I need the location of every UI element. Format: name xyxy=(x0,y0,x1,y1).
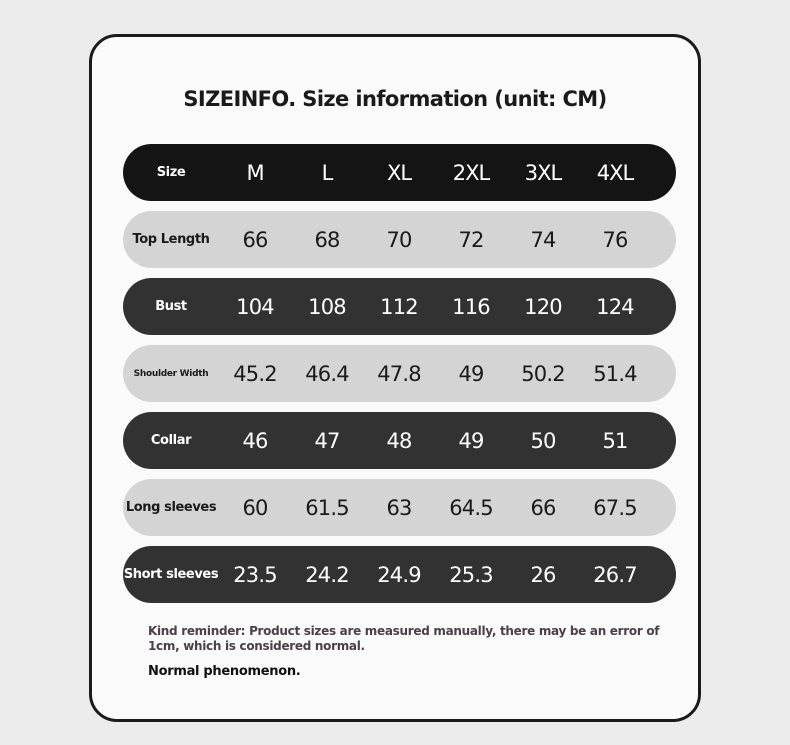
row-label-short-sleeves: Short sleeves xyxy=(123,567,219,582)
table-cell: 50 xyxy=(530,428,556,453)
table-cell: 26.7 xyxy=(593,562,637,587)
table-cell: 47 xyxy=(314,428,340,453)
header-cell-3xl: 3XL xyxy=(524,160,562,185)
size-table xyxy=(123,144,676,613)
table-cell: 49 xyxy=(458,428,484,453)
table-cell: 60 xyxy=(242,495,268,520)
table-cell: 76 xyxy=(602,227,628,252)
row-cells-long-sleeves xyxy=(219,496,676,520)
row-cells-shoulder-width xyxy=(219,362,676,386)
row-label-shoulder-width: Shoulder Width xyxy=(133,368,209,379)
row-cells-short-sleeves xyxy=(219,563,676,587)
table-cell: 49 xyxy=(458,361,484,386)
table-cell: 46 xyxy=(242,428,268,453)
table-cell: 24.9 xyxy=(377,562,421,587)
header-cells xyxy=(219,161,676,185)
table-cell: 51 xyxy=(602,428,628,453)
table-cell: 48 xyxy=(386,428,412,453)
header-cell-xl: XL xyxy=(386,160,412,185)
table-cell: 116 xyxy=(452,294,490,319)
table-cell: 61.5 xyxy=(305,495,349,520)
table-cell: 51.4 xyxy=(593,361,637,386)
table-cell: 23.5 xyxy=(233,562,277,587)
table-header-row xyxy=(123,144,676,201)
kind-reminder-text: Kind reminder: Product sizes are measured manually, there may be an error of 1cm, which is considered normal. xyxy=(148,624,660,653)
size-info-card xyxy=(89,34,701,722)
header-cell-4xl: 4XL xyxy=(596,160,634,185)
table-cell: 66 xyxy=(242,227,268,252)
table-row-collar xyxy=(123,412,676,469)
table-cell: 45.2 xyxy=(233,361,277,386)
row-cells-top-length xyxy=(219,228,676,252)
table-cell: 50.2 xyxy=(521,361,565,386)
table-row-short-sleeves xyxy=(123,546,676,603)
row-cells-bust xyxy=(219,295,676,319)
row-cells-collar xyxy=(219,429,676,453)
table-cell: 46.4 xyxy=(305,361,349,386)
header-label: Size xyxy=(156,165,186,180)
table-cell: 64.5 xyxy=(449,495,493,520)
table-cell: 108 xyxy=(308,294,346,319)
table-cell: 112 xyxy=(380,294,418,319)
table-cell: 24.2 xyxy=(305,562,349,587)
row-label-long-sleeves: Long sleeves xyxy=(125,500,217,515)
table-cell: 120 xyxy=(524,294,562,319)
header-cell-l: L xyxy=(321,160,333,185)
table-row-shoulder-width xyxy=(123,345,676,402)
table-cell: 74 xyxy=(530,227,556,252)
table-cell: 25.3 xyxy=(449,562,493,587)
row-label-collar: Collar xyxy=(150,433,192,448)
table-cell: 63 xyxy=(386,495,412,520)
table-cell: 104 xyxy=(236,294,274,319)
row-label-top-length: Top Length xyxy=(132,232,210,247)
table-row-top-length xyxy=(123,211,676,268)
table-cell: 72 xyxy=(458,227,484,252)
table-cell: 68 xyxy=(314,227,340,252)
table-cell: 26 xyxy=(530,562,556,587)
row-label-bust: Bust xyxy=(155,299,187,314)
normal-phenomenon-text: Normal phenomenon. xyxy=(148,664,301,679)
table-cell: 66 xyxy=(530,495,556,520)
table-row-long-sleeves xyxy=(123,479,676,536)
header-cell-2xl: 2XL xyxy=(452,160,490,185)
table-cell: 124 xyxy=(596,294,634,319)
table-cell: 67.5 xyxy=(593,495,637,520)
table-row-bust xyxy=(123,278,676,335)
page-title: SIZEINFO. Size information (unit: CM) xyxy=(183,87,607,111)
header-cell-m: M xyxy=(246,160,264,185)
table-cell: 47.8 xyxy=(377,361,421,386)
table-cell: 70 xyxy=(386,227,412,252)
